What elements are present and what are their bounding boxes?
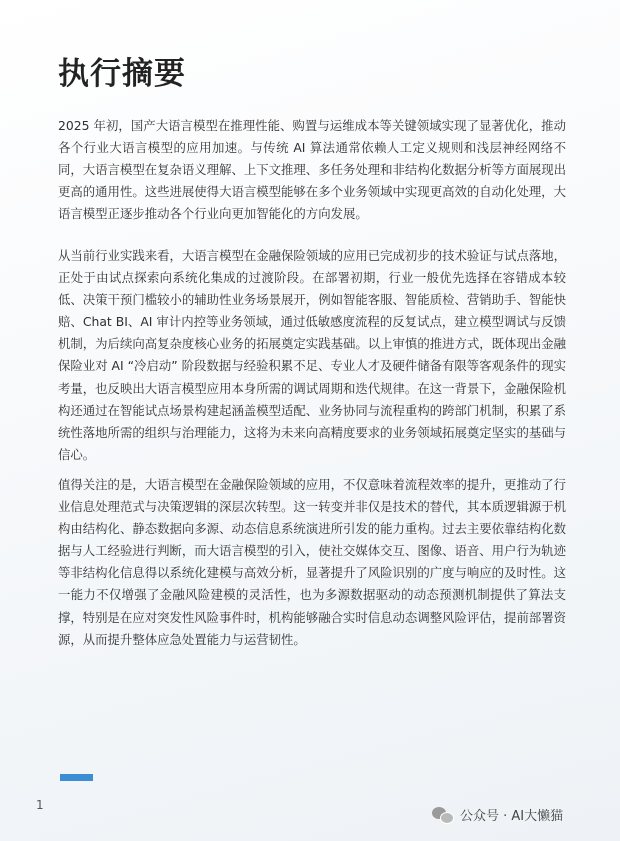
watermark [432, 805, 563, 824]
watermark-text: 公众号 · AI大懒猫 [460, 809, 564, 824]
accent-bar [60, 774, 93, 781]
paragraph-1: 2025 年初，国产大语言模型在推理性能、购置与运维成本等关键领域实现了显著优化，推动各个行业大语言模型的应用加速。与传统 AI 算法通常依赖人工定义规则和浅层神经网络不同，大语言模型在复杂语义理解、上下文推理、多任务处理和非结构化数据分析等方面展现出更高的通用性。这些进展使得大语言模型能够在多个业务领域中实现更高效的自动化处理，大语言模型正逐步推动各个行业向更加智能化的方向发展。 [58, 118, 567, 222]
wechat-icon [432, 806, 454, 824]
paragraph-3: 值得关注的是，大语言模型在金融保险领域的应用，不仅意味着流程效率的提升，更推动了行业信息处理范式与决策逻辑的深层次转型。这一转变并非仅是技术的替代，其本质逻辑源于机构由结构化、静态数据向多源、动态信息系统演进所引发的能力重构。过去主要依靠结构化数据与人工经验进行判断，而大语言模型的引入，使社交媒体交互、图像、语音、用户行为轨迹等非结构化信息得以系统化建模与高效分析，显著提升了风险识别的广度与响应的及时性。这一能力不仅增强了金融风险建模的灵活性，也为多源数据驱动的动态预测机制提供了算法支撑，特别是在应对突发性风险事件时，机构能够融合实时信息动态调整风险评估，提前部署资源，从而提升整体应急处置能力与运营韧性。 [58, 477, 567, 647]
page-number: 1 [36, 798, 44, 812]
page-title: 执行摘要 [58, 56, 186, 92]
paragraph-2: 从当前行业实践来看，大语言模型在金融保险领域的应用已完成初步的技术验证与试点落地，正处于由试点探索向系统化集成的过渡阶段。在部署初期，行业一般优先选择在容错成本较低、决策干预门槛较小的辅助性业务场景展开，例如智能客服、智能质检、营销助手、智能快赔、Chat BI、AI 审计内控等业务领域，通过低敏感度流程的反复试点，建立模型调试与反馈机制，为后续向高复杂度核心业务的拓展奠定实践基础。以上审慎的推进方式，既体现出金融保险业对 AI “冷启动” 阶段数据与经验积累不足、专业人才及硬件储备有限等客观条件的现实考量，也反映出大语言模型应用本身所需的调试周期和迭代规律。在这一背景下，金融保险机构还通过在智能试点场景构建起涵盖模型适配、业务协同与流程重构的跨部门机制，积累了系统性落地所需的组织与治理能力，这将为未来向高精度要求的业务领域拓展奠定坚实的基础与信心。 [58, 248, 567, 462]
